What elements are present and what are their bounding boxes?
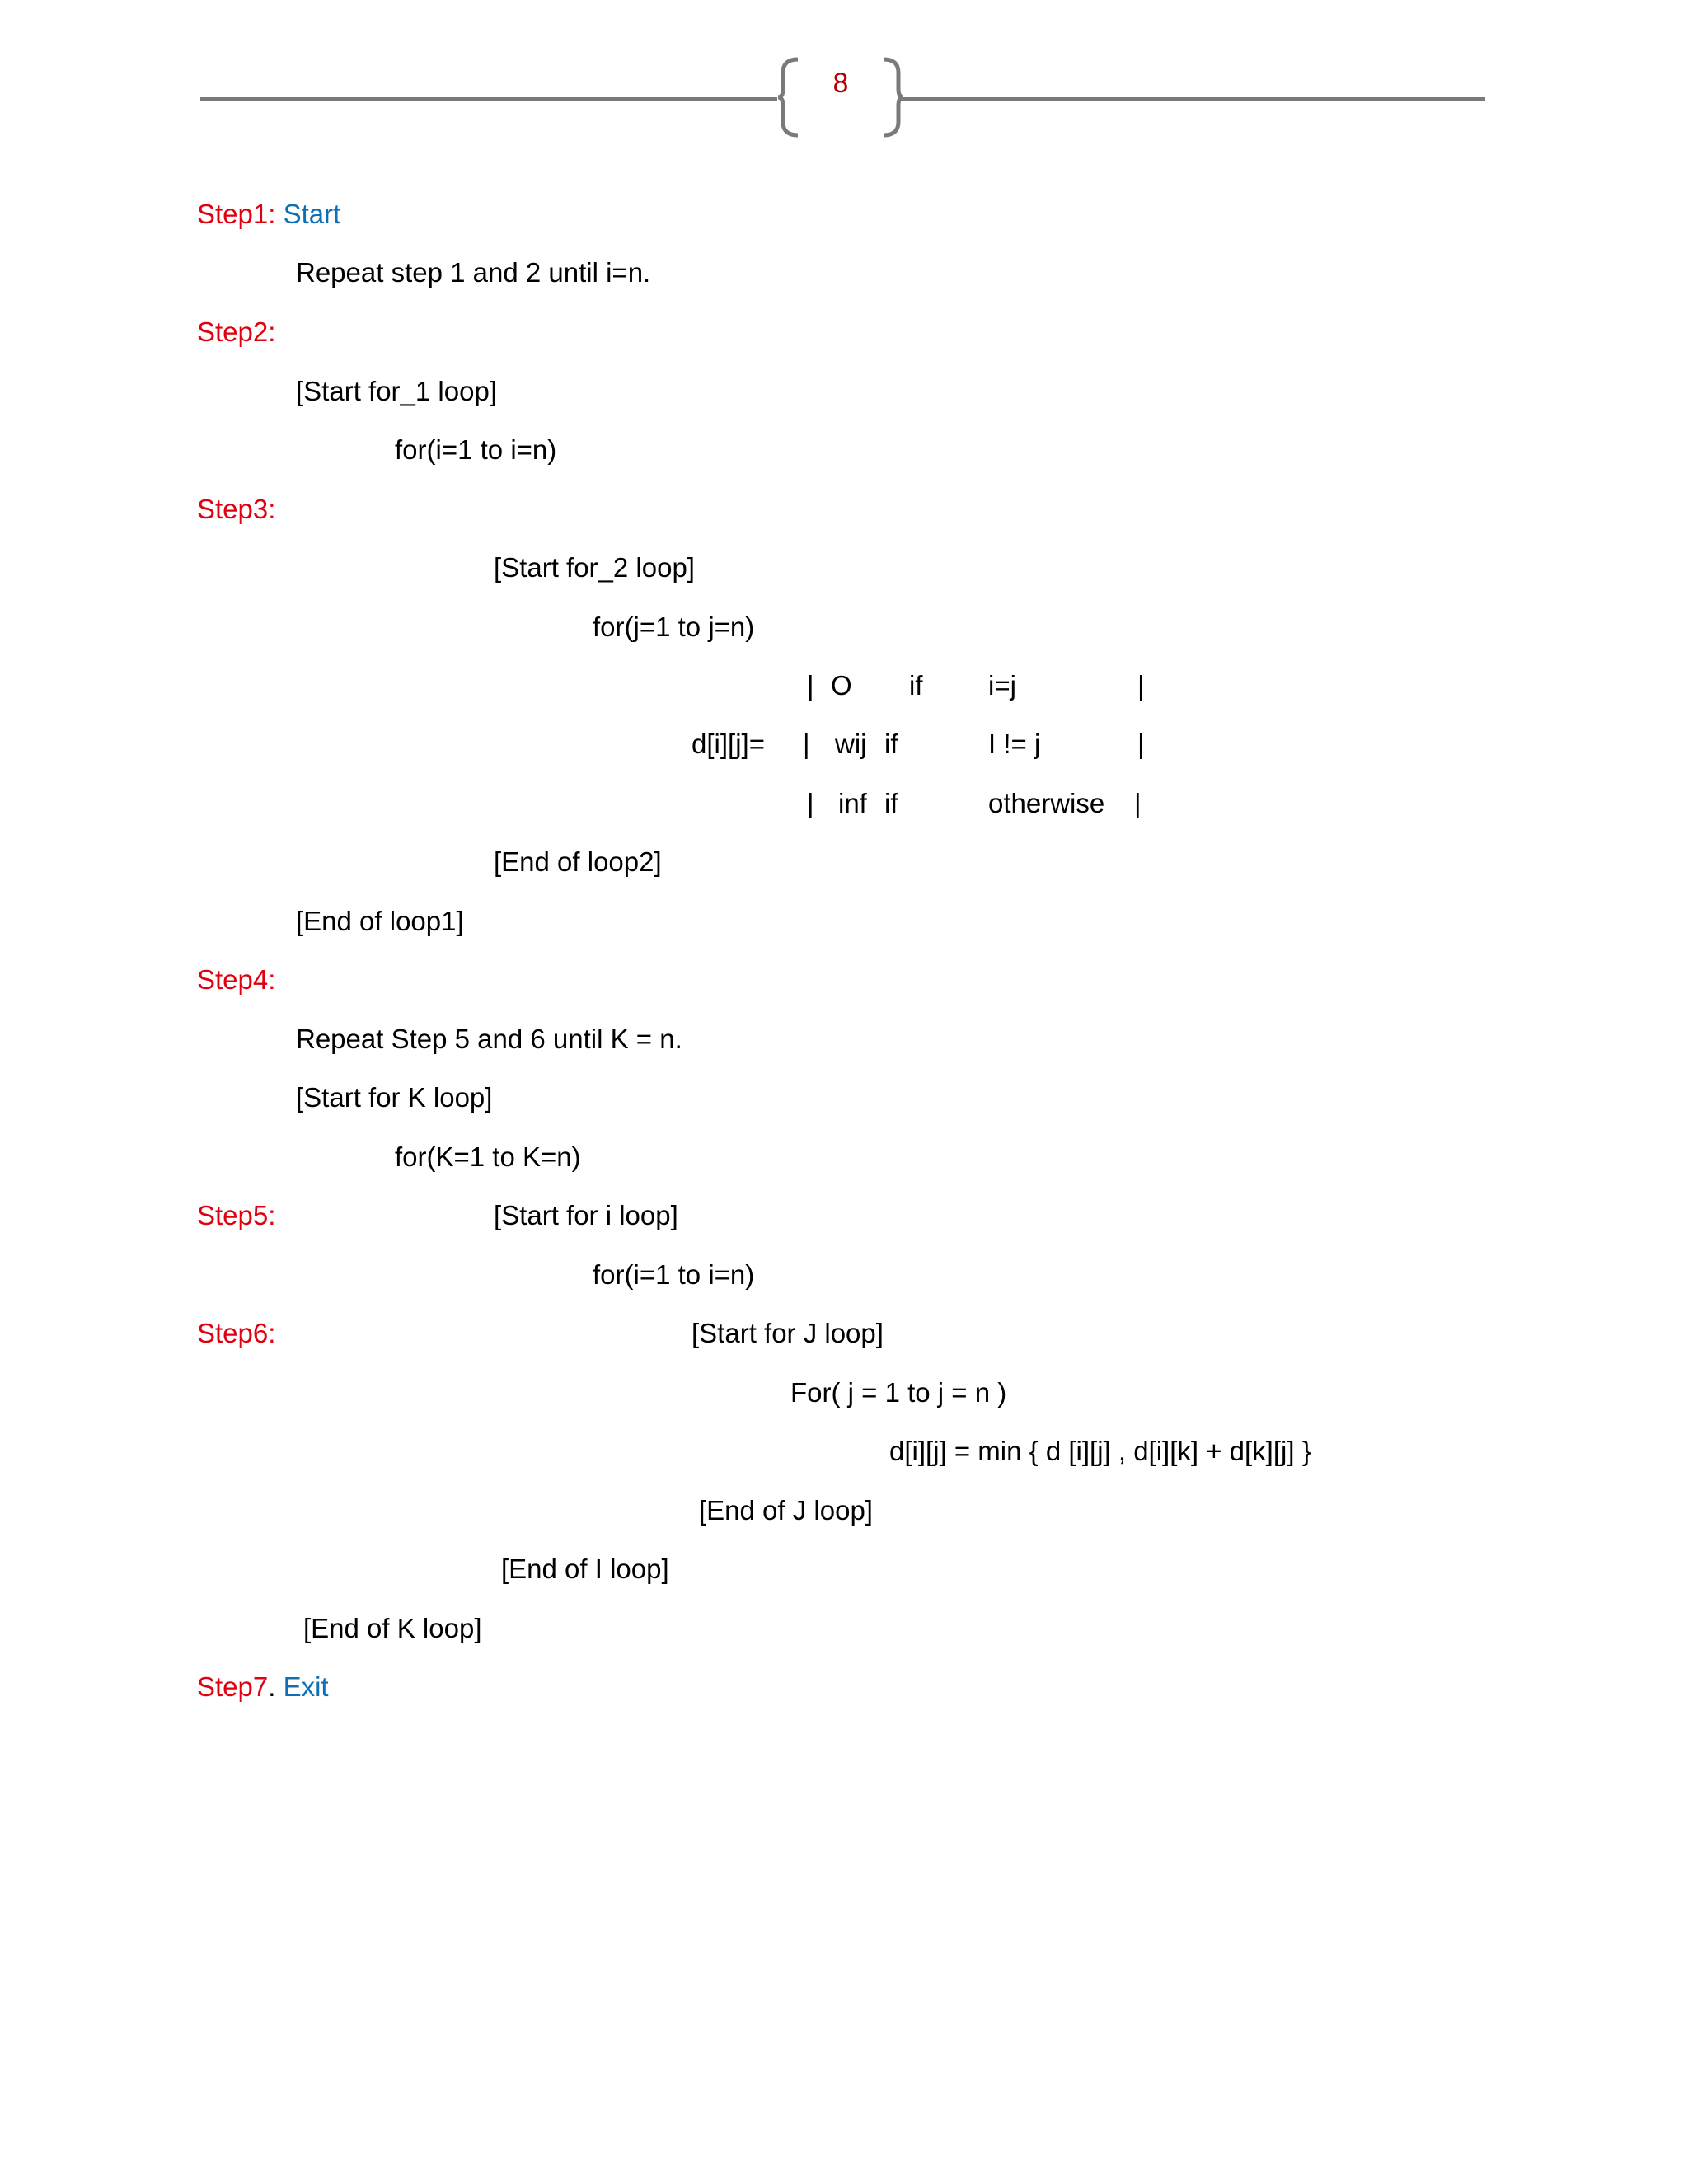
matrix-row-1-if: if [909, 670, 923, 701]
matrix-row-3-end: | [1134, 788, 1142, 818]
repeat-step-1-2: Repeat step 1 and 2 until i=n. [296, 257, 651, 288]
step7-separator: . [268, 1671, 276, 1702]
matrix-row-3-if: if [884, 788, 898, 818]
for-i-loop-inner: for(i=1 to i=n) [593, 1259, 755, 1290]
for-j-loop-inner: For( j = 1 to j = n ) [790, 1377, 1007, 1408]
matrix-row-2-end: | [1137, 729, 1145, 759]
step1-text: Start [283, 199, 341, 229]
end-of-j-loop: [End of J loop] [699, 1495, 873, 1526]
matrix-row-2-bar: | [803, 729, 810, 759]
step7-label: Step7 [197, 1671, 269, 1702]
end-of-k-loop: [End of K loop] [303, 1613, 482, 1643]
step7-line [197, 1671, 329, 1704]
min-update-formula: d[i][j] = min { d [i][j] , d[i][k] + d[k][j] } [889, 1436, 1311, 1466]
matrix-row-3-bar: | [807, 788, 814, 818]
right-bracket-icon [879, 56, 905, 138]
matrix-row-2-case: I != j [988, 729, 1041, 759]
end-of-loop1: [End of loop1] [296, 906, 464, 936]
start-for1-loop: [Start for_1 loop] [296, 376, 497, 406]
header-rule-left [200, 97, 777, 101]
matrix-row-1-end: | [1137, 670, 1145, 701]
start-for-k-loop: [Start for K loop] [296, 1082, 493, 1113]
step5-label: Step5: [197, 1200, 276, 1230]
matrix-row-1-value: O [831, 670, 852, 701]
start-for-i-loop: [Start for i loop] [494, 1200, 678, 1230]
start-for-j-loop: [Start for J loop] [692, 1318, 884, 1348]
matrix-row-2-value: wij [835, 729, 867, 759]
for-i-loop: for(i=1 to i=n) [395, 434, 557, 465]
step6-label: Step6: [197, 1318, 276, 1348]
matrix-lhs: d[i][j]= [692, 729, 765, 759]
step1-line [197, 198, 340, 231]
page-number: 8 [832, 68, 849, 99]
end-of-loop2: [End of loop2] [494, 846, 662, 877]
start-for2-loop: [Start for_2 loop] [494, 552, 695, 583]
step1-label: Step1: [197, 199, 276, 229]
step7-text: Exit [283, 1671, 329, 1702]
header-rule-right [900, 97, 1485, 101]
matrix-row-3-case: otherwise [988, 788, 1105, 818]
step4-label: Step4: [197, 964, 276, 995]
step2-label: Step2: [197, 316, 276, 347]
matrix-row-2-if: if [884, 729, 898, 759]
left-bracket-icon [776, 56, 803, 138]
for-k-loop: for(K=1 to K=n) [395, 1141, 581, 1172]
matrix-row-1-bar: | [807, 670, 814, 701]
for-j-loop: for(j=1 to j=n) [593, 612, 755, 642]
matrix-row-3-value: inf [838, 788, 867, 818]
step3-label: Step3: [197, 494, 276, 524]
matrix-row-1-case: i=j [988, 670, 1016, 701]
repeat-step-5-6: Repeat Step 5 and 6 until K = n. [296, 1024, 682, 1054]
end-of-i-loop: [End of I loop] [501, 1554, 669, 1584]
